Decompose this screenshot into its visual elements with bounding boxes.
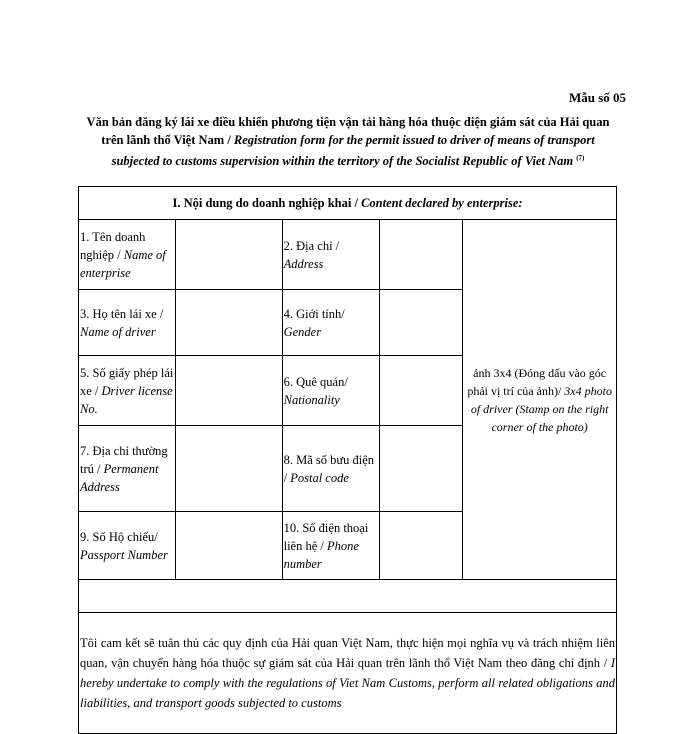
section-heading-en: Content declared by enterprise: (361, 196, 523, 210)
title-english: Registration form for the permit issued to driver of means of transport subjected to customs supervision within the territory of the Socialist Republic of Viet Nam (111, 133, 595, 169)
permanent-address-input[interactable] (175, 426, 282, 512)
field-label-gender: 4. Giới tính/ Gender (282, 290, 379, 356)
field-label-enterprise-name: 1. Tên doanh nghiệp / Name of enterprise (79, 220, 176, 290)
passport-input[interactable] (175, 512, 282, 580)
driver-name-input[interactable] (175, 290, 282, 356)
registration-table (78, 186, 617, 734)
commitment-vi: Tôi cam kết sẽ tuân thủ các quy định của Hải quan Việt Nam, thực hiện mọi nghĩa vụ và trách nhiệm liên quan, vận chuyển hàng hóa thuộc sự giám sát của Hải quan trên lãnh thổ Việt Nam theo đăng chỉ định / (80, 636, 615, 670)
blank-row (79, 580, 617, 613)
form-number: Mẫu số 05 (568, 90, 626, 105)
title-note-ref: (7) (576, 154, 585, 162)
section-heading (79, 187, 617, 220)
section-heading-vi: I. Nội dung do doanh nghiệp khai / (172, 196, 358, 210)
field-label-phone: 10. Số điện thoại liên hệ / Phone number (282, 512, 379, 580)
photo-caption-en: 3x4 photo of driver (Stamp on the right corner of the photo) (470, 383, 612, 434)
photo-box[interactable] (463, 220, 617, 580)
form-title (80, 113, 616, 170)
enterprise-name-input[interactable] (175, 220, 282, 290)
postal-code-input[interactable] (379, 426, 463, 512)
field-label-nationality: 6. Quê quán/ Nationality (282, 356, 379, 426)
phone-input[interactable] (379, 512, 463, 580)
commitment-en: I hereby undertake to comply with the regulations of Viet Nam Customs, perform all related obligations and liabilities, and transport goods subjected to customs (80, 656, 616, 710)
field-label-postal-code: 8. Mã số bưu điện / Postal code (282, 426, 379, 512)
nationality-input[interactable] (379, 356, 463, 426)
field-label-address: 2. Địa chỉ / Address (282, 220, 379, 290)
title-vietnamese: Văn bản đăng ký lái xe điều khiển phương tiện vận tải hàng hóa thuộc diện giám sát của Hải quan trên lãnh thổ Việt Nam / (86, 115, 610, 147)
photo-caption-vi: ảnh 3x4 (Đóng dấu vào góc phải vị trí của ảnh)/ (467, 365, 607, 398)
license-no-input[interactable] (175, 356, 282, 426)
gender-input[interactable] (379, 290, 463, 356)
address-input[interactable] (379, 220, 463, 290)
field-label-passport: 9. Số Hộ chiếu/ Passport Number (79, 512, 176, 580)
commitment-text (79, 613, 617, 734)
field-label-permanent-address: 7. Địa chỉ thường trú / Permanent Address (79, 426, 176, 512)
field-label-driver-name: 3. Họ tên lái xe / Name of driver (79, 290, 176, 356)
field-label-license-no: 5. Số giấy phép lái xe / Driver license No. (79, 356, 176, 426)
